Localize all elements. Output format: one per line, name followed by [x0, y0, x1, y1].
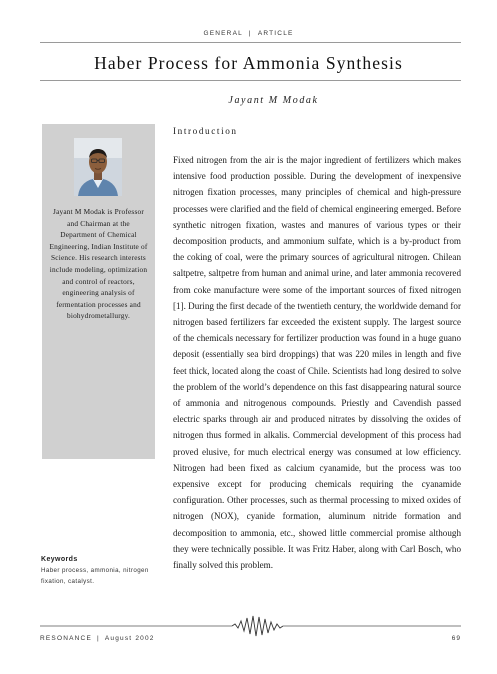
footer-journal — [40, 635, 155, 642]
article-title: Haber Process for Ammonia Synthesis — [94, 53, 403, 73]
header-section: GENERAL — [203, 30, 243, 37]
header-separator: | — [248, 30, 252, 37]
page-number: 69 — [451, 635, 461, 642]
running-header — [0, 30, 497, 37]
author-photo — [74, 138, 122, 196]
author-name: Jayant M Modak — [228, 95, 319, 106]
header-rule — [40, 42, 461, 43]
header-type: ARTICLE — [257, 30, 294, 37]
section-heading: Introduction — [173, 126, 238, 136]
footer-separator: | — [96, 635, 100, 642]
article-body: Fixed nitrogen from the air is the major ingredient of fertilizers which makes intensive food production possible. During the development of inexpensive nitrogen fixation processes, many principles of chemical and high-pressure processes were clarified and the field of chemical engineering emerged. Before synthetic nitrogen fixation, wastes and manures of various types or their decomposition products, and ammonium sulfate, which is a by-product from the coking of coal, were the primary sources of agricultural nitrogen. Chilean saltpetre, saltpetre from human and animal urine, and later ammonia recovered from coke manufacture were some of the important sources of fixed nitrogen [1]. During the first decade of the twentieth century, the worldwide demand for nitrogen based fertilizers far exceeded the existent supply. The largest source of the chemicals necessary for fertilizer production was found in a huge guano deposit (essentially sea bird droppings) that was 220 miles in length and five feet thick, located along the coast of Chile. Scientists had long desired to solve the problem of the world’s dependence on this fast disappearing natural source of ammonia and nitrogenous compounds. Priestly and Cavendish passed electric sparks through air and produced nitrates by dissolving the oxides of nitrogen thus formed in alkalis. Commercial development of this process had proved elusive, for much electrical energy was consumed at low efficiency. Nitrogen had been fixed as calcium cyanamide, but the process was too expensive except for producing chemicals requiring the cyanamide configuration. Other processes, such as thermal processing to mixed oxides of nitrogen (NOX), cyanide formation, aluminum nitride formation and decomposition to ammonia, etc., showed little commercial promise although they were technically possible. It was Fritz Haber, along with Carl Bosch, who finally solved this problem. — [173, 155, 461, 571]
author-bio: Jayant M Modak is Professor and Chairman at the Department of Chemical Engineering, Indian Institute of Science. His research interests include modeling, optimization and control of reactors, engineering analysis of fermentation processes and biohydrometallurgy. — [49, 207, 148, 321]
footer-journal-name: RESONANCE — [40, 635, 92, 642]
keywords-list: Haber process, ammonia, nitrogen fixation, catalyst. — [41, 567, 149, 585]
keywords-heading: Keywords — [41, 556, 78, 563]
title-rule — [40, 80, 461, 81]
author-sidebar — [42, 124, 155, 459]
footer-date: August 2002 — [104, 635, 155, 642]
